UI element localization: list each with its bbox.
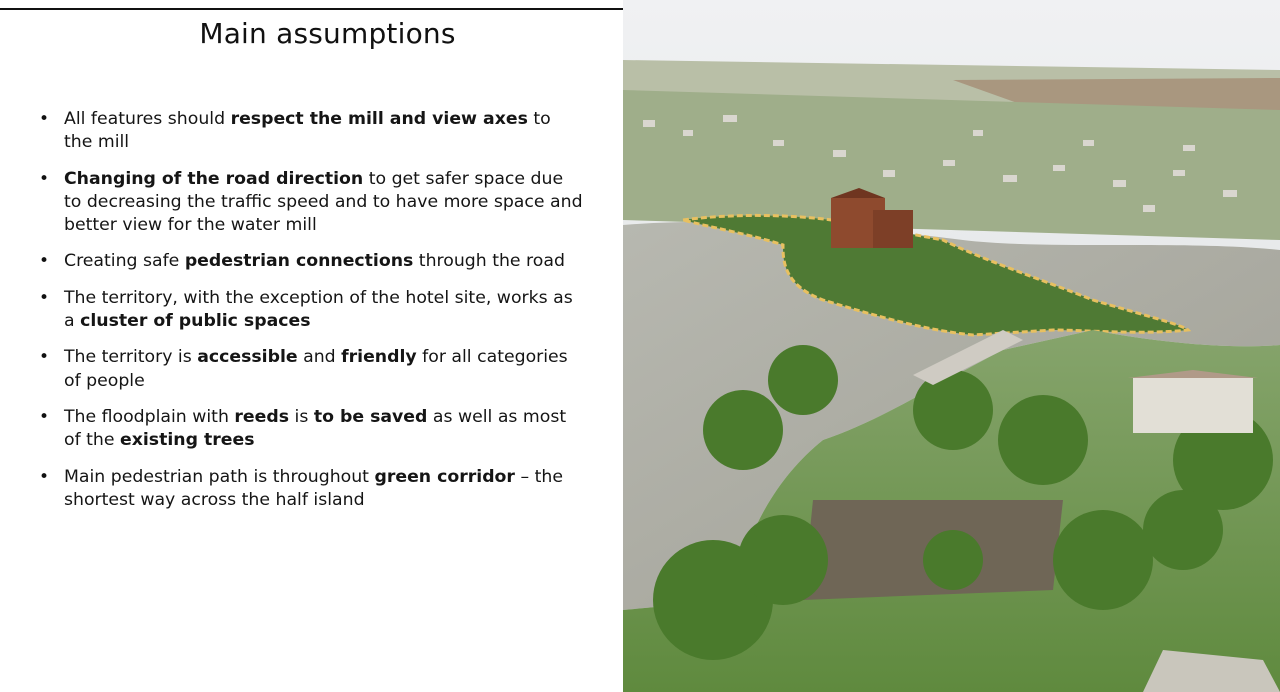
assumption-text: through the road xyxy=(413,251,565,272)
top-divider xyxy=(0,8,623,10)
assumption-emphasis: existing trees xyxy=(120,430,255,451)
aerial-photo-image xyxy=(623,0,1280,692)
slide-title: Main assumptions xyxy=(199,17,456,50)
text-panel xyxy=(0,0,623,692)
assumption-text: – the shortest way across the half island xyxy=(64,466,563,510)
assumption-text: All features should xyxy=(64,109,231,129)
assumption-emphasis: pedestrian connections xyxy=(184,251,414,272)
assumption-text: The territory, with the exception of the hotel site, works as a xyxy=(64,287,573,332)
assumption-text: for all categories of people xyxy=(64,347,568,391)
assumption-item xyxy=(38,250,583,273)
assumption-emphasis: green corridor xyxy=(374,466,515,487)
assumption-text: The territory is xyxy=(64,347,198,368)
assumption-item xyxy=(38,287,583,334)
assumption-item xyxy=(38,168,583,238)
assumption-text: and xyxy=(297,347,342,368)
assumption-emphasis: cluster of public spaces xyxy=(80,311,311,332)
assumption-emphasis: to be saved xyxy=(313,406,428,427)
assumption-emphasis: respect the mill and view axes xyxy=(230,109,528,129)
assumption-text: Creating safe xyxy=(64,251,185,272)
assumption-emphasis: Changing of the road direction xyxy=(64,168,364,189)
assumption-text: is xyxy=(289,406,314,427)
assumptions-list xyxy=(38,108,583,525)
assumption-text: Main pedestrian path is throughout xyxy=(64,466,375,487)
assumption-text: to get safer space due to decreasing the traffic speed and to have more space and better view for the water mill xyxy=(64,168,583,236)
assumption-item xyxy=(38,466,583,513)
assumption-text: as well as most of the xyxy=(64,406,567,451)
assumption-emphasis: friendly xyxy=(341,347,417,368)
assumption-emphasis: accessible xyxy=(197,347,298,368)
assumption-emphasis: reeds xyxy=(234,406,290,427)
assumption-item xyxy=(38,346,583,393)
assumption-text: The floodplain with xyxy=(64,406,235,427)
assumption-item xyxy=(38,108,583,155)
assumption-item xyxy=(38,406,583,453)
assumption-text: to the mill xyxy=(64,109,551,153)
aerial-photo xyxy=(623,0,1280,692)
